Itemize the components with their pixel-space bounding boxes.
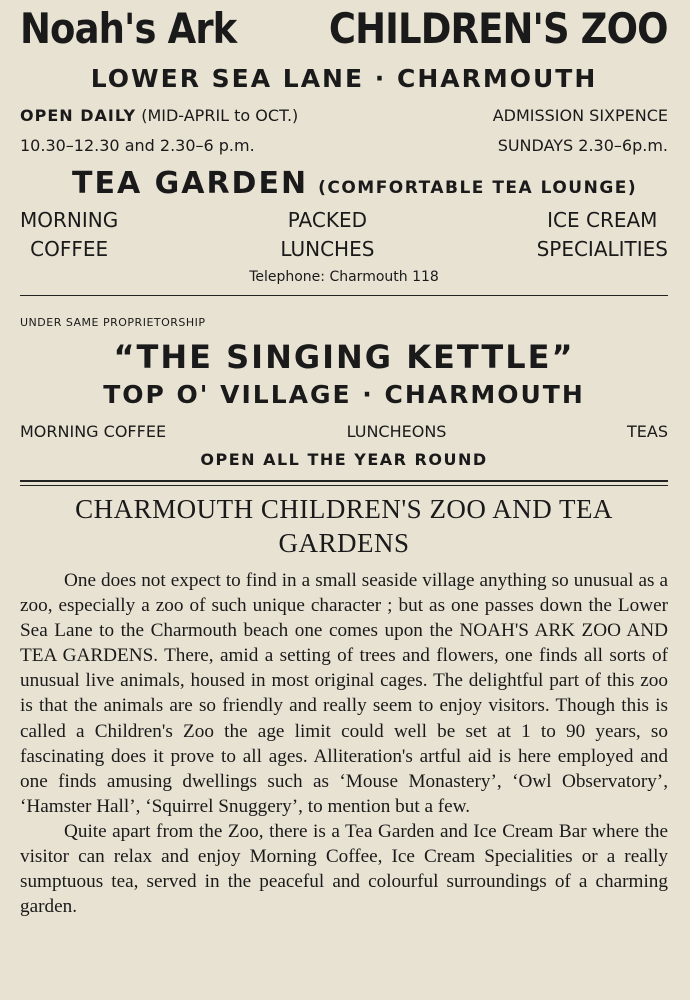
divider-1: [20, 295, 668, 296]
zoo-sundays: SUNDAYS 2.30–6p.m.: [497, 136, 668, 155]
offer-2-line-2: LUNCHES: [280, 237, 375, 261]
offer-1-line-2: COFFEE: [30, 237, 109, 261]
document-page: [20, 0, 668, 1000]
zoo-open-season: (MID-APRIL to OCT.): [141, 106, 299, 125]
offer-ice-cream: [537, 206, 668, 264]
kettle-item-2: LUNCHEONS: [346, 422, 447, 441]
kettle-item-3: TEAS: [627, 422, 668, 441]
offer-3-line-2: SPECIALITIES: [536, 237, 668, 261]
article-paragraph-2: Quite apart from the Zoo, there is a Tea Garden and Ice Cream Bar where the visitor can relax and enjoy Morning Coffee, Ice Cream Specialities or a really sumptuous tea, served in the peaceful and colourful surroundings of a charming garden.: [20, 820, 668, 918]
zoo-admission: ADMISSION SIXPENCE: [492, 106, 668, 125]
zoo-ad-title-row: [20, 4, 668, 53]
kettle-open: OPEN ALL THE YEAR ROUND: [200, 450, 488, 469]
divider-2-bottom: [20, 485, 668, 486]
offer-2-line-1: PACKED: [287, 208, 367, 232]
kettle-address: TOP O' VILLAGE · CHARMOUTH: [103, 380, 585, 409]
zoo-name: Noah's Ark: [20, 4, 237, 53]
zoo-address: LOWER SEA LANE · CHARMOUTH: [90, 64, 598, 93]
kettle-menu-row: [20, 422, 668, 441]
zoo-open-info: [20, 106, 298, 125]
article-paragraph-1: One does not expect to find in a small seaside village anything so unusual as a zoo, especially a zoo of such unique character ; but as one passes down the Lower Sea Lane to the Charmouth beach one comes upon the NOAH'S ARK ZOO AND TEA GARDENS. There, amid a setting of trees and flowers, one finds all sorts of unusual live animals, housed in most original cages. The delightful part of this zoo is that the animals are so friendly and really seem to enjoy visitors. Though this is called a Children's Zoo the age limit could well be set at 1 to 90 years, so fascinating does it prove to all ages. Alliteration's artful aid is here employed and one finds amusing dwellings such as ‘Mouse Monastery’, ‘Owl Observatory’, ‘Hamster Hall’, ‘Squirrel Snuggery’, to mention but a few.: [20, 570, 668, 817]
zoo-open-label: OPEN DAILY: [20, 106, 137, 125]
offer-packed-lunches: [280, 206, 374, 264]
offer-3-line-1: ICE CREAM: [547, 208, 658, 232]
zoo-hours: 10.30–12.30 and 2.30–6 p.m.: [20, 136, 255, 155]
offer-morning-coffee: [20, 206, 118, 264]
offer-1-line-1: MORNING: [20, 208, 119, 232]
divider-2-top: [20, 480, 668, 482]
article-headline: CHARMOUTH CHILDREN'S ZOO AND TEA GARDENS: [75, 494, 613, 558]
zoo-info-row-1: [20, 106, 668, 125]
tea-garden-offers: [20, 206, 668, 264]
tea-lounge-note: (COMFORTABLE TEA LOUNGE): [318, 178, 638, 198]
zoo-info-row-2: [20, 136, 668, 155]
tea-garden-heading: [72, 166, 637, 201]
zoo-title: CHILDREN'S ZOO: [328, 4, 668, 53]
article-body: [20, 568, 668, 919]
proprietorship-note: UNDER SAME PROPRIETORSHIP: [20, 316, 206, 329]
kettle-name: “THE SINGING KETTLE”: [113, 338, 575, 376]
tea-garden-title: TEA GARDEN: [72, 166, 309, 201]
kettle-item-1: MORNING COFFEE: [20, 422, 167, 441]
zoo-telephone: Telephone: Charmouth 118: [249, 269, 439, 285]
